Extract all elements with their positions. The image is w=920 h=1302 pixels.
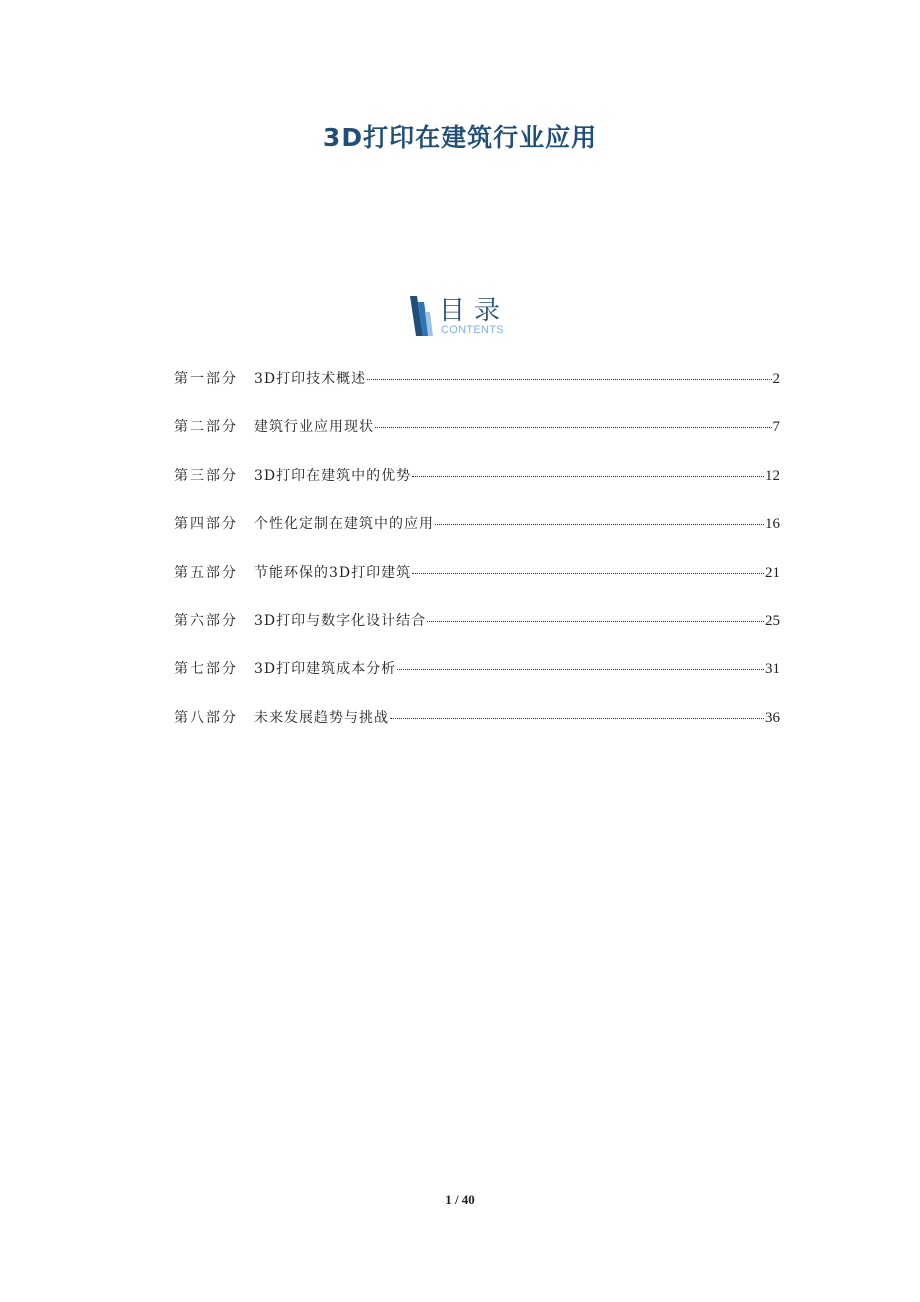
toc-entry-part: 第四部分 <box>174 516 238 533</box>
toc-entry[interactable] <box>174 562 780 610</box>
toc-entry-title: 未来发展趋势与挑战 <box>254 709 389 726</box>
toc-entry-part: 第八部分 <box>174 709 238 726</box>
toc-entry-part: 第二部分 <box>174 419 238 436</box>
toc-dot-leader <box>412 573 764 574</box>
toc-entry[interactable] <box>174 658 780 706</box>
toc-entry-title: 3D打印技术概述 <box>254 371 367 387</box>
toc-entry-title: 个性化定制在建筑中的应用 <box>254 516 434 533</box>
page-number: 1 / 40 <box>445 1192 475 1207</box>
toc-entry-page: 16 <box>765 516 780 533</box>
toc-dot-leader <box>435 524 764 525</box>
toc-dot-leader <box>390 718 764 719</box>
toc-entry-page: 31 <box>765 661 780 678</box>
toc-entry-part: 第三部分 <box>174 467 238 484</box>
toc-entry[interactable] <box>174 707 780 755</box>
toc-entry-title: 3D打印在建筑中的优势 <box>254 467 412 484</box>
document-title: 3D打印在建筑行业应用 <box>322 123 598 152</box>
toc-dot-leader <box>375 427 772 428</box>
toc-entry-page: 21 <box>765 564 780 581</box>
toc-entry[interactable] <box>174 368 780 416</box>
toc-entry-part: 第六部分 <box>174 612 238 629</box>
toc-entry[interactable] <box>174 416 780 464</box>
toc-entry-page: 2 <box>772 371 780 387</box>
toc-entry-page: 36 <box>765 709 780 726</box>
toc-entry[interactable] <box>174 513 780 561</box>
toc-entry-title: 节能环保的3D打印建筑 <box>254 564 412 581</box>
toc-entry-page: 25 <box>765 612 780 629</box>
toc-entry-page: 7 <box>772 419 780 436</box>
toc-entry-title: 3D打印与数字化设计结合 <box>254 612 427 629</box>
toc-dot-leader <box>427 621 764 622</box>
book-stripes-icon <box>408 294 434 338</box>
toc-entry[interactable] <box>174 610 780 658</box>
toc-entry-part: 第一部分 <box>174 371 238 387</box>
toc-entry[interactable] <box>174 465 780 513</box>
toc-dot-leader <box>412 476 764 477</box>
toc-entry-part: 第七部分 <box>174 661 238 678</box>
toc-entry-page: 12 <box>765 467 780 484</box>
toc-entry-part: 第五部分 <box>174 564 238 581</box>
toc-heading: 目录 <box>439 296 510 326</box>
toc-dot-leader <box>397 669 764 670</box>
toc-dot-leader <box>367 379 771 380</box>
toc-entry-title: 3D打印建筑成本分析 <box>254 661 397 678</box>
toc-entry-title: 建筑行业应用现状 <box>254 419 374 436</box>
toc-subheading: CONTENTS <box>441 324 504 336</box>
toc-list <box>174 368 780 755</box>
toc-header <box>408 292 528 342</box>
